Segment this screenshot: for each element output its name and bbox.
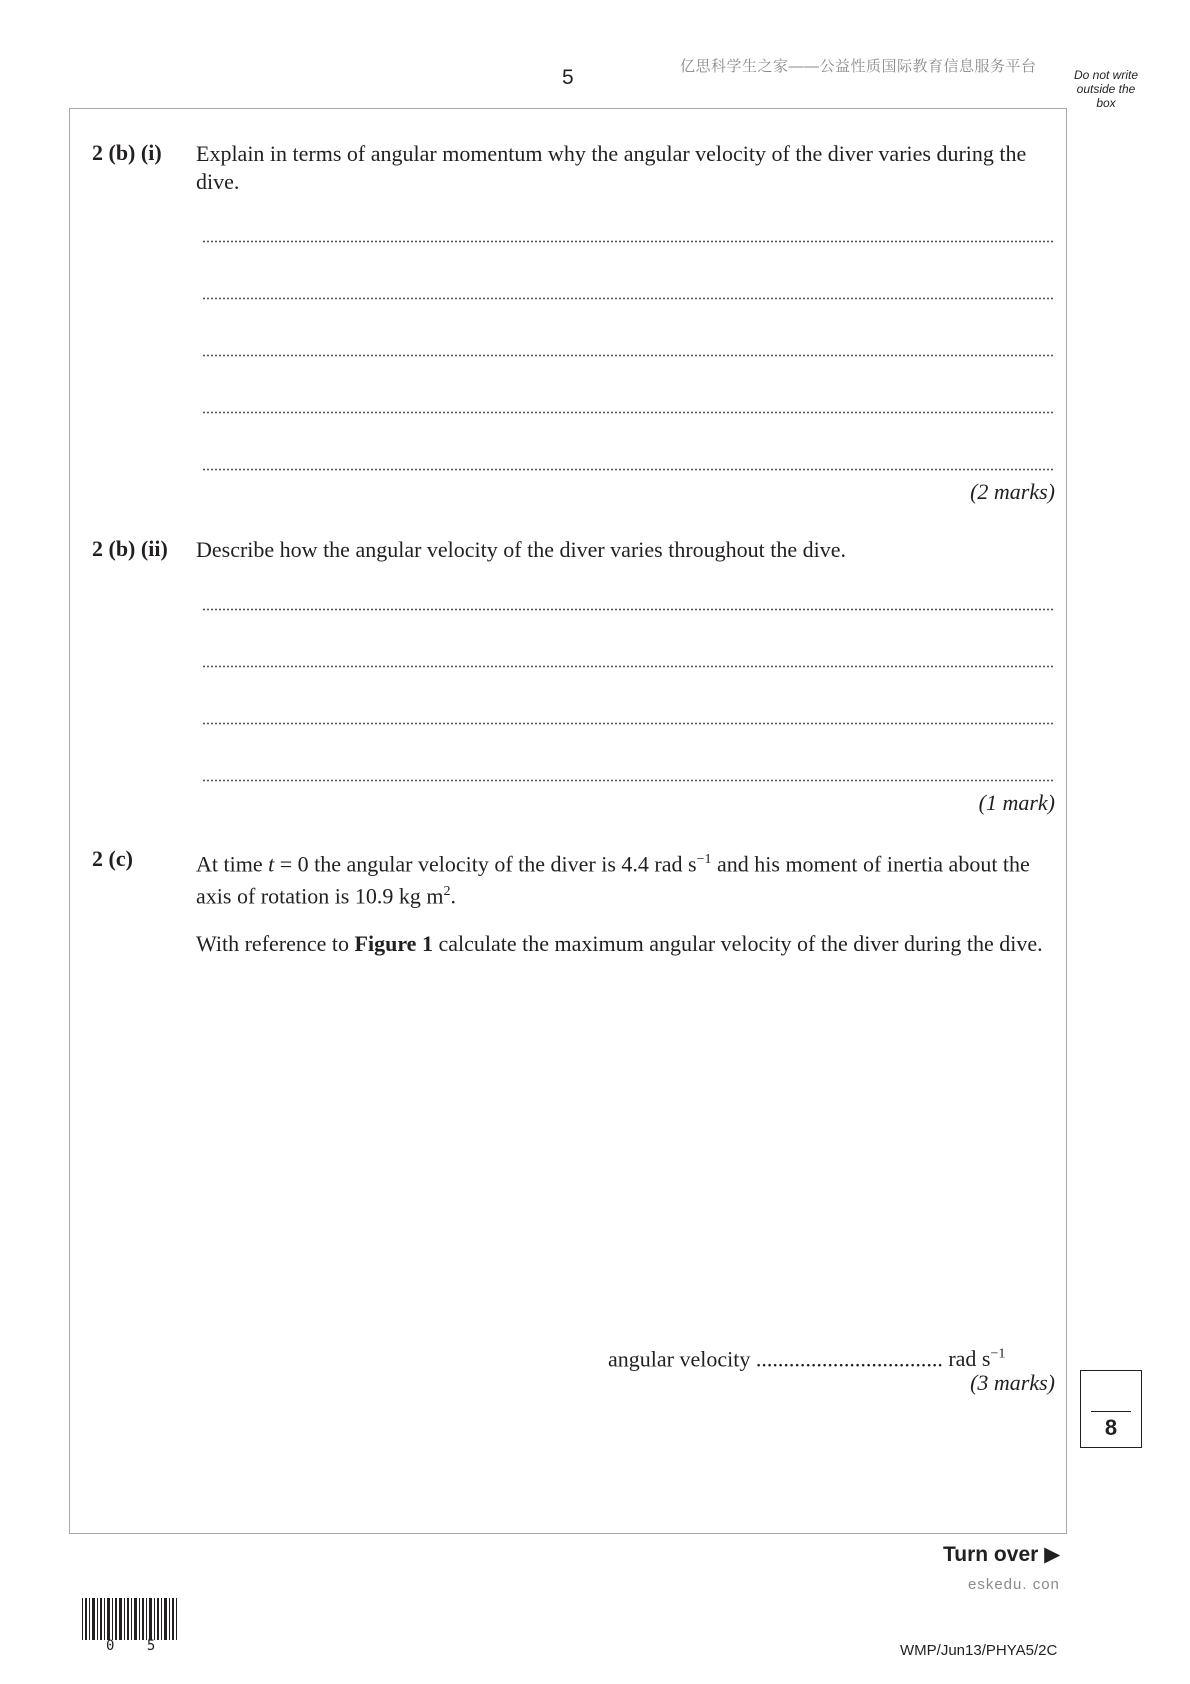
answer-box	[69, 108, 1067, 1534]
answer-line-2bii-3[interactable]	[202, 722, 1054, 725]
answer-line-2bii-1[interactable]	[202, 608, 1054, 611]
question-text-2bi: Explain in terms of angular momentum why the angular velocity of the diver varies during the dive.	[196, 141, 1027, 194]
question-number-2bii: 2 (b) (ii)	[92, 536, 168, 561]
question-text-2bii: Describe how the angular velocity of the diver varies throughout the dive.	[196, 537, 847, 562]
marks-2c: (3 marks)	[970, 1370, 1055, 1395]
paper-reference: WMP/Jun13/PHYA5/2C	[900, 1642, 1058, 1659]
answer-line-2bi-2[interactable]	[202, 297, 1054, 300]
score-box	[1080, 1370, 1142, 1448]
answer-line-2bi-3[interactable]	[202, 354, 1054, 357]
question-number-2c: 2 (c)	[92, 846, 133, 871]
answer-line-2bi-1[interactable]	[202, 240, 1054, 243]
answer-line-2bi-4[interactable]	[202, 411, 1054, 414]
site-watermark: eskedu. con	[968, 1576, 1060, 1593]
barcode-number: 0 5	[106, 1638, 168, 1654]
question-number-2bi: 2 (b) (i)	[92, 140, 162, 165]
question-text-2c-p1: At time t = 0 the angular velocity of the diver is 4.4 rad $s^{-1}$ and his moment of inertia about the axis of rotation is 10.9 kg $m^2$.	[196, 851, 1030, 909]
answer-line-2bii-4[interactable]	[202, 779, 1054, 782]
page-number: 5	[562, 66, 574, 89]
score-divider	[1091, 1411, 1131, 1412]
marks-2bi: (2 marks)	[970, 479, 1055, 504]
answer-label: angular velocity	[608, 1346, 751, 1372]
answer-line-2bi-5[interactable]	[202, 468, 1054, 471]
marks-2bii: (1 mark)	[978, 790, 1055, 815]
barcode-icon	[82, 1598, 177, 1640]
turn-over-label: Turn over ▶	[943, 1543, 1061, 1566]
watermark-text: 亿思科学生之家——公益性质国际教育信息服务平台	[680, 58, 1037, 75]
margin-note: Do not write outside the box	[1073, 68, 1139, 110]
score-value: 8	[1104, 1415, 1118, 1440]
question-text-2c-p2: With reference to Figure 1 calculate the maximum angular velocity of the diver during the dive.	[196, 931, 1043, 956]
answer-unit: rad $s^{-1}$	[948, 1346, 1006, 1372]
answer-field[interactable]: ..................................	[755, 1346, 943, 1372]
answer-row-2c	[608, 1341, 1005, 1373]
answer-line-2bii-2[interactable]	[202, 665, 1054, 668]
